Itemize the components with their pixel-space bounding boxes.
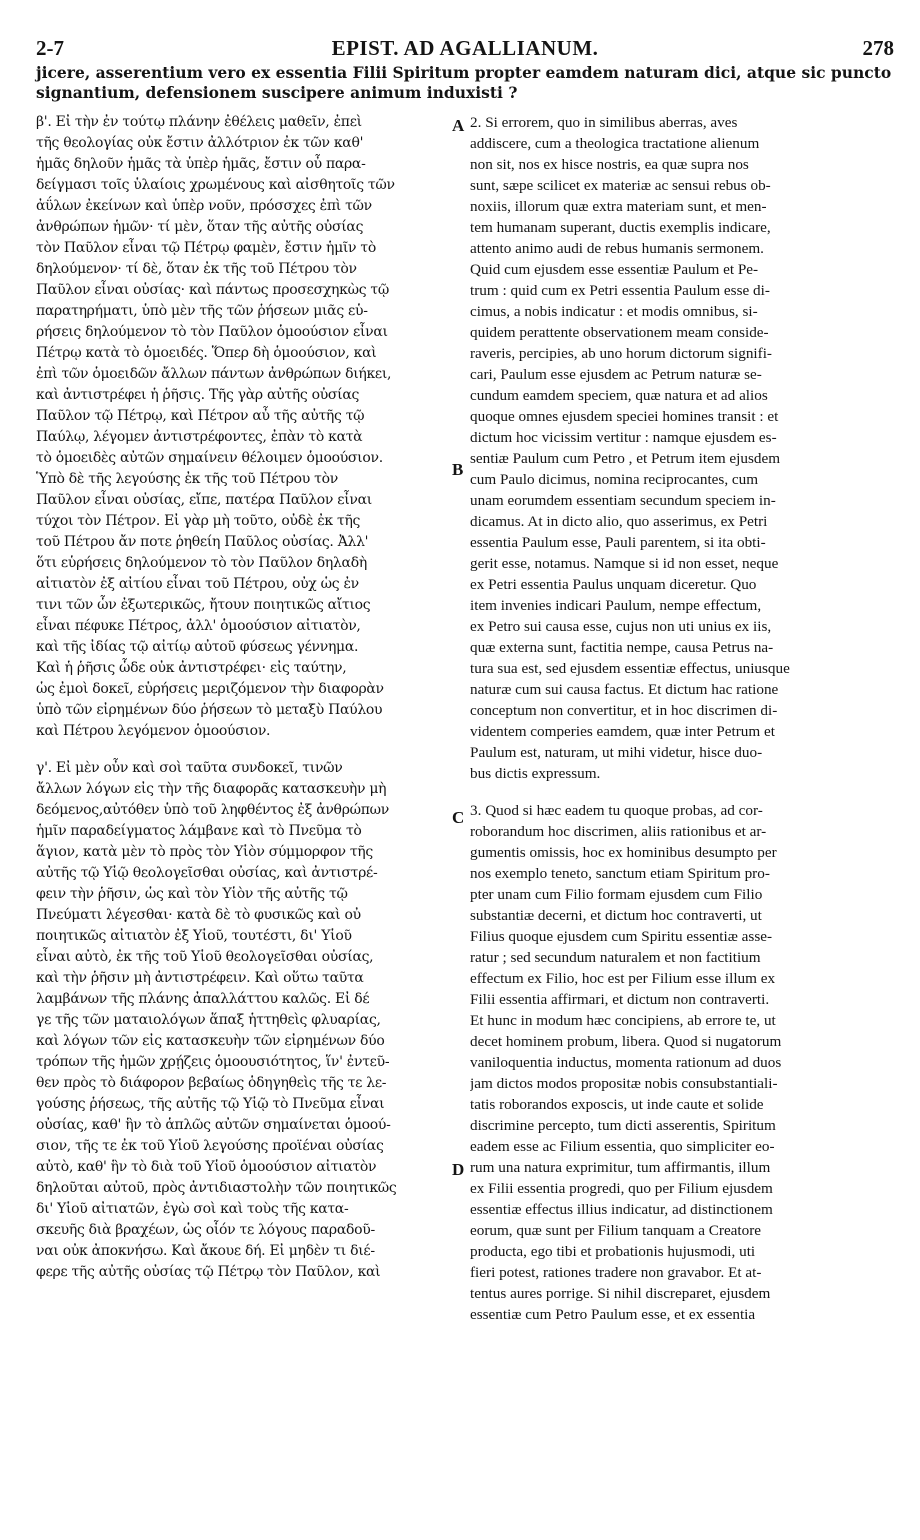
text-line: sentiæ Paulum cum Petro , et Petrum item ejusdem: [470, 450, 781, 467]
text-line: sunt, sæpe scilicet ex materiæ ac sensui rebus ob-: [470, 177, 771, 194]
text-line: discrimine percepto, tum dicti asserentis, Spiritum: [470, 1117, 776, 1134]
text-line: αἰτιατὸν ἐξ αἰτίου εἶναι τοῦ Πέτρου, οὐχ ὡς ἐν: [36, 576, 359, 592]
text-line: Πέτρῳ κατὰ τὸ ὁμοειδές. Ὅπερ δὴ ὁμοούσιον, καὶ: [36, 345, 377, 361]
text-line: καὶ τῆς ἰδίας τῷ αἰτίῳ αὐτοῦ φύσεως γέννημα.: [36, 639, 359, 655]
text-line: quoque omnes ejusdem speciei homines transit : et: [470, 408, 779, 425]
intro-line: jicere, asserentium vero ex essentia Filii Spiritum propter eamdem naturam dici, atque sic puncto: [36, 63, 892, 82]
text-line: ἡμᾶς δηλοῦν ἡμᾶς τὰ ὑπὲρ ἡμᾶς, ἔστιν οὖ παρα-: [36, 156, 366, 172]
text-line: Παῦλον τῷ Πέτρῳ, καὶ Πέτρον αὖ τῆς αὐτῆς τῷ: [36, 408, 365, 424]
text-line: videntem comperies eamdem, quæ inter Petrum et: [470, 723, 775, 740]
greek-section-b: [36, 112, 464, 742]
text-line: dicamus. At in dicto alio, quo asserimus, ex Petri: [470, 513, 768, 530]
text-line: ἐπὶ τῶν ὁμοειδῶν ἄλλων πάντων ἀνθρώπων διήκει,: [36, 366, 392, 382]
text-line: φερε τῆς αὐτῆς οὐσίας τῷ Πέτρῳ τὸν Παῦλον, καὶ: [36, 1264, 381, 1280]
text-line: essentiæ effectus illius indicatur, ad distinctionem: [470, 1201, 773, 1218]
text-line: pter unam cum Filio formam ejusdem cum Filio: [470, 886, 763, 903]
text-line: εἶναι πέφυκε Πέτρος, ἀλλ' ὁμοούσιον αἰτιατὸν,: [36, 618, 361, 634]
text-line: Paulum est, naturam, ut mihi videtur, hisce duo-: [470, 744, 763, 761]
text-line: jam dictos modos propositæ nobis consubstantiali-: [470, 1075, 778, 1092]
text-line: nos exemplo teneto, sanctum etiam Spiritum pro-: [470, 865, 770, 882]
text-line: quidem perattente observationem meam conside-: [470, 324, 769, 341]
text-line: decet hominem probum, libera. Quod si nugatorum: [470, 1033, 782, 1050]
text-line: δεόμενος,αὐτόθεν ὑπὸ τοῦ ληφθέντος ἐξ ἀνθρώπων: [36, 802, 389, 818]
text-line: Παῦλον εἶναι οὐσίας, εἴπε, πατέρα Παῦλον εἶναι: [36, 492, 372, 508]
text-line: dictum hoc vicissim vertitur : namque ejusdem es-: [470, 429, 777, 446]
text-line: φειν τὴν ῥῆσιν, ὡς καὶ τὸν Υἱὸν τῆς αὐτῆς τῷ: [36, 886, 348, 902]
text-line: τὸν Παῦλον εἶναι τῷ Πέτρῳ φαμὲν, ἔστιν ἡμῖν τὸ: [36, 240, 376, 256]
text-line: naturæ cum sui causa factus. Et dictum hac ratione: [470, 681, 779, 698]
text-line: σιον, τῆς τε ἐκ τοῦ Υἱοῦ λεγούσης προϊέναι οὐσίας: [36, 1138, 384, 1154]
text-line: τρόπων τῆς ἡμῶν χρῄζεις ὁμοουσιότητος, ἵν' ἐντεῦ-: [36, 1054, 390, 1070]
text-line: β'. Εἰ τὴν ἐν τούτῳ πλάνην ἐθέλεις μαθεῖν, ἐπεὶ: [36, 114, 362, 130]
right-page-number: 278: [862, 36, 894, 60]
text-line: item invenies indicari Paulum, nempe effectum,: [470, 597, 762, 614]
text-line: αὐτῆς τῷ Υἱῷ θεολογεῖσθαι οὐσίας, καὶ ἀντιστρέ-: [36, 865, 378, 881]
text-line: trum : quid cum ex Petri essentia Paulum esse di-: [470, 282, 770, 299]
text-line: Καὶ ἡ ῥῆσις ὧδε οὐκ ἀντιστρέφει· εἰς ταύτην,: [36, 660, 347, 676]
text-line: γε τῆς τῶν ματαιολόγων ἅπαξ ἡττηθεὶς φλυαρίας,: [36, 1012, 381, 1028]
text-line: bus dictis expressum.: [470, 765, 601, 782]
text-line: ex Filii essentia progredi, quo per Filium ejusdem: [470, 1180, 773, 1197]
text-line: essentia Paulum esse, Pauli parentem, si ita obti-: [470, 534, 766, 551]
text-line: ἡμῖν παραδείγματος λάμβανε καὶ τὸ Πνεῦμα τὸ: [36, 823, 362, 839]
text-line: Et hunc in modum hæc concipiens, ab errore te, ut: [470, 1012, 776, 1029]
text-line: quæ externa sunt, factitia nempe, causa Petrus na-: [470, 639, 774, 656]
text-line: Παύλῳ, λέγομεν ἀντιστρέφοντες, ἐπὰν τὸ κατὰ: [36, 429, 363, 445]
text-line: τῆς θεολογίας οὐκ ἔστιν ἀλλότριον ἐκ τῶν καθ': [36, 135, 364, 151]
text-line: ρήσεις δηλούμενον τὸ τὸν Παῦλον ὁμοούσιον εἶναι: [36, 324, 388, 340]
text-line: tentus aures porrige. Si nihil discreparet, ejusdem: [470, 1285, 771, 1302]
text-line: essentiæ cum Petro Paulum esse, et ex essentia: [470, 1306, 756, 1323]
text-line: eadem esse ac Filium essentia, quo simpliciter eo-: [470, 1138, 775, 1155]
text-line: ex Petro sui causa esse, cujus non uti unius ex iis,: [470, 618, 772, 635]
text-line: ὅτι εὑρήσεις δηλούμενον τὸ τὸν Παῦλον δηλαδὴ: [36, 555, 367, 571]
text-line: fieri potest, rationes tradere non gravabor. Et at-: [470, 1264, 762, 1281]
text-line: δηλούμενον· τί δὲ, ὅταν ἐκ τῆς τοῦ Πέτρου τὸν: [36, 261, 357, 277]
text-line: gerit esse, notamus. Namque si id non esset, neque: [470, 555, 779, 572]
text-line: εἶναι αὐτὸ, ἐκ τῆς τοῦ Υἱοῦ θεολογεῖσθαι οὐσίας,: [36, 949, 374, 965]
margin-marker-c: C: [452, 808, 465, 827]
text-line: conceptum non convertitur, et in hoc discrimen di-: [470, 702, 778, 719]
greek-column: [36, 112, 464, 1283]
text-line: tem humanam superant, ductis exemplis indicare,: [470, 219, 771, 236]
text-line: θεν πρὸς τὸ διάφορον βεβαίως ὁδηγηθεὶς τῆς τε λε-: [36, 1075, 387, 1091]
text-line: ex Petri essentia Paulus unquam diceretur. Quo: [470, 576, 757, 593]
text-line: γούσης ῥήσεως, τῆς αὐτῆς τῷ Υἱῷ τὸ Πνεῦμα εἶναι: [36, 1096, 385, 1112]
text-line: καὶ ἀντιστρέφει ἡ ῥῆσις. Τῆς γὰρ αὐτῆς οὐσίας: [36, 387, 360, 403]
text-line: δείγμασι τοῖς ὑλαίοις χρωμένους καὶ αἰσθητοῖς τῶν: [36, 177, 395, 193]
text-line: cundum eamdem speciem, quæ natura et ad alios: [470, 387, 768, 404]
latin-section-3: [470, 800, 888, 1325]
text-line: καὶ λόγων τῶν εἰς κατασκευὴν τῶν εἰρημένων δύο: [36, 1033, 385, 1049]
text-line: tatis roborandos exposcis, ut inde caute et solide: [470, 1096, 764, 1113]
text-line: καὶ τὴν ῥῆσιν μὴ ἀντιστρέφειν. Καὶ οὕτω ταῦτα: [36, 970, 364, 986]
text-line: ποιητικῶς αἰτιατὸν ἐξ Υἱοῦ, τουτέστι, δι' Υἱοῦ: [36, 928, 352, 944]
running-header: [36, 36, 894, 62]
text-line: ἀΰλων ἐκείνων καὶ ὑπὲρ νοῦν, πρόσσχες ἐπὶ τῶν: [36, 198, 372, 214]
text-line: δι' Υἱοῦ αἰτιατῶν, ἐγὼ σοὶ καὶ τοὺς τῆς κατα-: [36, 1201, 349, 1217]
text-line: Filius quoque ejusdem cum Spiritu essentiæ asse-: [470, 928, 773, 945]
text-line: addiscere, cum a theologica tractatione alienum: [470, 135, 760, 152]
text-line: τινι τῶν ὧν ἐξωτερικῶς, ἤτουν ποιητικῶς αἴτιος: [36, 597, 371, 613]
text-line: Filii essentia affirmari, et dictum non contraverti.: [470, 991, 770, 1008]
text-line: ὡς ἐμοὶ δοκεῖ, εὑρήσεις μεριζόμενον τὴν διαφορὰν: [36, 681, 384, 697]
text-line: roborandum hoc discrimen, aliis rationibus et ar-: [470, 823, 767, 840]
text-line: rum una natura exprimitur, tum affirmantis, illum: [470, 1159, 771, 1176]
text-line: αὐτὸ, καθ' ἣν τὸ διὰ τοῦ Υἱοῦ ὁμοούσιον αἰτιατὸν: [36, 1159, 377, 1175]
text-line: producta, ego tibi et probationis hujusmodi, uti: [470, 1243, 756, 1260]
text-line: σκευῆς διὰ βραχέων, ὡς οἷόν τε λόγους παραδοῦ-: [36, 1222, 375, 1238]
text-line: Πνεύματι λέγεσθαι· κατὰ δὲ τὸ φυσικῶς καὶ οὐ: [36, 907, 361, 923]
text-line: Παῦλον εἶναι οὐσίας· καὶ πάντως προσεσχηκὼς τῷ: [36, 282, 389, 298]
text-line: τοῦ Πέτρου ἄν ποτε ῥηθείη Παῦλος οὐσίας. Ἀλλ': [36, 534, 369, 550]
margin-marker-a: A: [452, 116, 465, 135]
text-line: effectum ex Filio, hoc est per Filium esse illum ex: [470, 970, 776, 987]
text-line: unam eorumdem essentiam secundum speciem in-: [470, 492, 776, 509]
text-line: Quid cum ejusdem esse essentiæ Paulum et Pe-: [470, 261, 759, 278]
text-line: ἄλλων λόγων εἰς τὴν τῆς διαφορᾶς κατασκευὴν μὴ: [36, 781, 387, 797]
text-line: tura sua est, sed ejusdem essentiæ effectus, uniusque: [470, 660, 790, 677]
text-line: vaniloquentia inductus, momenta rationum ad duos: [470, 1054, 782, 1071]
text-line: παρατηρήματι, ὑπὸ μὲν τῆς τῶν ῥήσεων μιᾶς εὑ-: [36, 303, 368, 319]
text-line: τύχοι τὸν Πέτρον. Εἰ γὰρ μὴ τοῦτο, οὐδὲ ἐκ τῆς: [36, 513, 361, 529]
text-line: Ὑπὸ δὲ τῆς λεγούσης ἐκ τῆς τοῦ Πέτρου τὸν: [36, 471, 338, 487]
text-line: eorum, quæ sunt per Filium tanquam a Creatore: [470, 1222, 762, 1239]
text-line: λαμβάνων τῆς πλάνης ἀπαλλάττου καλῶς. Εἰ δέ: [36, 991, 370, 1007]
text-line: ἅγιον, κατὰ μὲν τὸ πρὸς τὸν Υἱὸν σύμμορφον τῆς: [36, 844, 373, 860]
intro-line: signantium, defensionem suscipere animum induxisti ?: [36, 83, 518, 102]
text-line: ὑπὸ τῶν εἰρημένων δύο ῥήσεων τὸ μεταξὺ Παύλου: [36, 702, 383, 718]
text-line: gumentis omissis, hoc ex hominibus desumpto per: [470, 844, 777, 861]
margin-marker-b: B: [452, 460, 464, 479]
text-line: cari, Paulum esse ejusdem ac Petrum naturæ se-: [470, 366, 762, 383]
text-line: ἀνθρώπων ἡμῶν· τί μὲν, ὅταν τῆς αὐτῆς οὐσίας: [36, 219, 364, 235]
text-line: 3. Quod si hæc eadem tu quoque probas, ad cor-: [470, 802, 763, 819]
text-line: καὶ Πέτρου λεγόμενον ὁμοούσιον.: [36, 723, 271, 739]
text-line: substantiæ decerni, et dictum hoc contraverti, ut: [470, 907, 762, 924]
text-line: cum Paulo dicimus, nomina reciprocantes, cum: [470, 471, 759, 488]
running-title: EPIST. AD AGALLIANUM.: [331, 36, 599, 60]
text-line: ναι οὐκ ἀποκνήσω. Καὶ ἄκουε δή. Εἰ μηδὲν τι διέ-: [36, 1243, 375, 1259]
text-line: 2. Si errorem, quo in similibus aberras, aves: [470, 114, 738, 131]
text-line: noxiis, illorum quæ extra materiam sunt, et men-: [470, 198, 767, 215]
margin-marker-d: D: [452, 1160, 465, 1179]
text-line: τὸ ὁμοειδὲς αὐτῶν σημαίνειν θέλοιμεν ὁμοούσιον.: [36, 450, 383, 466]
text-line: raveris, percipies, ab uno horum dictorum signifi-: [470, 345, 772, 362]
text-line: attento animo audi de rebus humanis sermonem.: [470, 240, 764, 257]
text-line: γ'. Εἰ μὲν οὖν καὶ σοὶ ταῦτα συνδοκεῖ, τινῶν: [36, 760, 343, 776]
intro-paragraph: [36, 63, 892, 103]
latin-section-2: [470, 112, 888, 784]
latin-column: [470, 112, 888, 1325]
text-line: οὐσίας, καθ' ἣν τὸ ἁπλῶς αὐτῶν σημαίνεται ὁμοού-: [36, 1117, 391, 1133]
text-line: non sit, nos ex hisce nostris, ea quæ supra nos: [470, 156, 749, 173]
text-line: ratur ; sed secundum naturalem et non factitium: [470, 949, 761, 966]
text-line: cimus, a nobis indicatur : et modis omnibus, si-: [470, 303, 758, 320]
greek-section-g: [36, 758, 464, 1283]
left-page-number: 2-7: [36, 36, 64, 60]
text-line: δηλοῦται αὐτοῦ, πρὸς ἀντιδιαστολὴν τῶν ποιητικῶς: [36, 1180, 397, 1196]
